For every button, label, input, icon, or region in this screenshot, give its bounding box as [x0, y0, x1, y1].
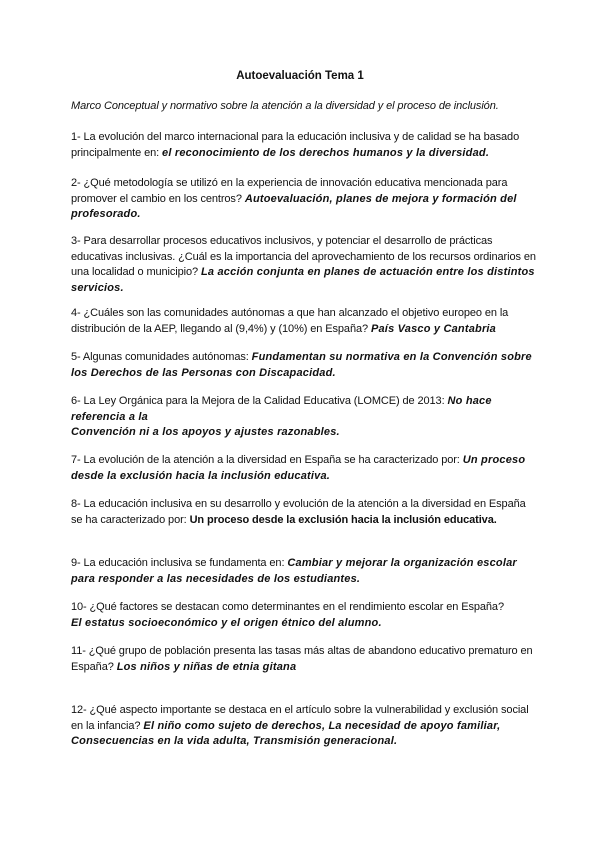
question-9 [71, 556, 539, 587]
question-answer: Cambiar y mejorar la organización escolar para responder a las necesidades de los estudiantes. [71, 557, 517, 585]
question-1 [71, 130, 539, 161]
question-3 [71, 234, 539, 296]
question-2 [71, 176, 539, 223]
question-10 [71, 600, 539, 631]
question-text: 4- ¿Cuáles son las comunidades autónomas a que han alcanzado el objetivo europeo en la distribución de la AEP, llegando al (9,4%) y (10%) en España? [71, 307, 509, 335]
question-text: 1- La evolución del marco internacional para la educación inclusiva y de calidad se ha basado principalmente en: [71, 131, 520, 159]
question-text: 3- Para desarrollar procesos educativos inclusivos, y potenciar el desarrollo de prácticas educativas inclusivas. ¿Cuál es la importancia del aprovechamiento de los recursos ordinarios en una localidad o municipio? [71, 235, 536, 278]
question-text: 9- La educación inclusiva se fundamenta en: [71, 557, 288, 569]
document-subtitle: Marco Conceptual y normativo sobre la atención a la diversidad y el proceso de inclusión. [71, 100, 499, 112]
question-8 [71, 497, 539, 528]
question-text-continued: España? [71, 660, 117, 673]
question-answer: El niño como sujeto de derechos, La necesidad de apoyo familiar, Consecuencias en la vida adulta, Transmisión generacional. [71, 719, 501, 747]
question-answer: Fundamentan su normativa en la Convención sobre los Derechos de las Personas con Discapacidad. [71, 351, 532, 379]
question-text: 5- Algunas comunidades autónomas: [71, 351, 252, 363]
question-answer: El estatus socioeconómico y el origen étnico del alumno. [71, 616, 382, 629]
question-answer: País Vasco y Cantabria [370, 322, 497, 335]
question-answer: el reconocimiento de los derechos humanos y la diversidad. [162, 146, 490, 159]
question-text: 10- ¿Qué factores se destacan como determinantes en el rendimiento escolar en España? [71, 601, 504, 613]
question-text: 2- ¿Qué metodología se utilizó en la experiencia de innovación educativa mencionada para promover el cambio en los centros? [71, 177, 508, 205]
question-text: 6- La Ley Orgánica para la Mejora de la Calidad Educativa (LOMCE) de 2013: [71, 395, 448, 407]
question-text: 8- La educación inclusiva en su desarrollo y evolución de la atención a la diversidad en España se ha caracterizado por: [71, 498, 526, 526]
question-answer: Los niños y niñas de etnia gitana [116, 660, 297, 673]
question-answer: Autoevaluación, planes de mejora y formación del profesorado. [71, 192, 517, 220]
question-text: 7- La evolución de la atención a la diversidad en España se ha caracterizado por: [71, 454, 463, 466]
question-4 [71, 306, 539, 337]
question-11 [71, 644, 539, 675]
question-7 [71, 453, 539, 484]
question-text: 11- ¿Qué grupo de población presenta las tasas más altas de abandono educativo prematuro en [71, 645, 533, 657]
question-12 [71, 703, 539, 750]
question-6 [71, 394, 539, 441]
question-answer: Un proceso desde la exclusión hacia la inclusión educativa. [71, 454, 526, 482]
question-answer-continued: Convención ni a los apoyos y ajustes razonables. [71, 426, 340, 438]
question-answer: Un proceso desde la exclusión hacia la inclusión educativa. [189, 513, 497, 526]
document-title: Autoevaluación Tema 1 [236, 70, 364, 82]
question-answer: No hace referencia a la [71, 395, 492, 423]
question-answer: La acción conjunta en planes de actuación entre los distintos servicios. [71, 266, 535, 294]
question-5 [71, 350, 539, 381]
question-text: 12- ¿Qué aspecto importante se destaca en el artículo sobre la vulnerabilidad y exclusión social en la infancia? [71, 704, 529, 732]
